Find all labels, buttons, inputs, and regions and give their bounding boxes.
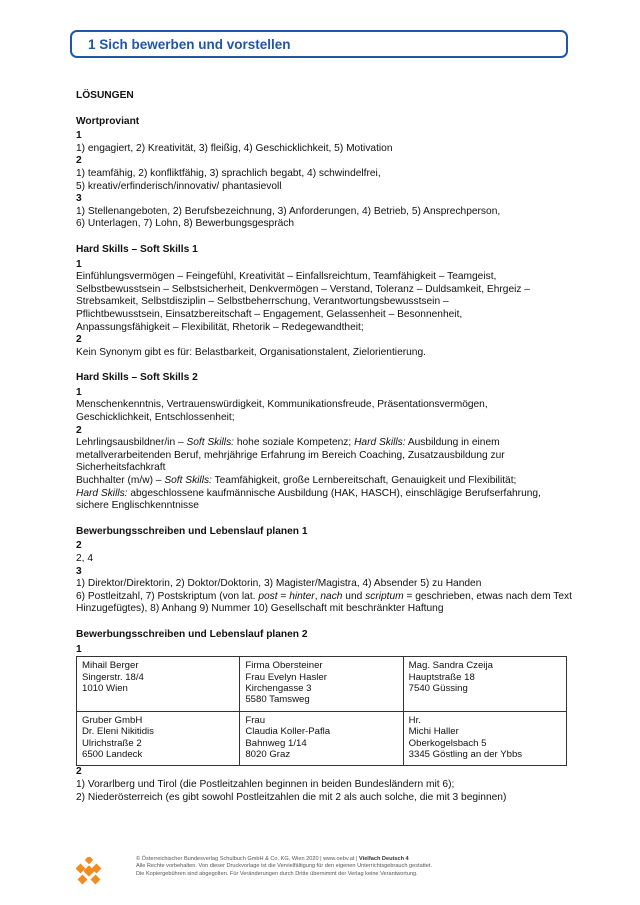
address-line: Kirchengasse 3: [245, 682, 312, 694]
section-title: Wortproviant: [76, 115, 140, 127]
address-line: Ulrichstraße 2: [82, 737, 142, 749]
footer-line: Die Kopiergebühren sind abgegolten. Für Veränderungen durch Dritte übernimmt der Verlag keine Verantwortung.: [136, 870, 418, 877]
address-table: [76, 656, 567, 766]
address-line: Dr. Eleni Nikitidis: [82, 726, 154, 738]
address-line: 6500 Landeck: [82, 749, 143, 760]
address-line: 5580 Tamsweg: [245, 694, 310, 706]
task-number: 3: [76, 193, 82, 205]
task-number: 3: [76, 565, 82, 577]
chapter-header: [70, 30, 568, 58]
task-number: 2: [76, 334, 82, 346]
task-number: 1: [76, 130, 82, 142]
address-line: 8020 Graz: [245, 749, 291, 760]
answer-line: 1) Vorarlberg und Tirol (die Postleitzahlen beginnen in beiden Bundesländern mit 6);: [76, 779, 455, 790]
page-heading: LÖSUNGEN: [76, 90, 134, 101]
answer-paragraph: [76, 475, 576, 513]
answer-line: 2, 4: [76, 553, 93, 564]
answer-line: Anpassungsfähigkeit – Flexibilität, Rhetorik – Redegewandtheit;: [76, 321, 364, 333]
italic-run: hinter: [289, 590, 315, 602]
section-title: Hard Skills – Soft Skills 1: [76, 243, 198, 255]
address-line: Claudia Koller-Pafla: [245, 726, 331, 738]
answer-line: Kein Synonym gibt es für: Belastbarkeit, Organisationstalent, Zielorientierung.: [76, 346, 426, 358]
footer-book-title: Vielfach Deutsch 4: [359, 856, 409, 862]
section-title: Bewerbungsschreiben und Lebenslauf planen 1: [76, 525, 308, 537]
answer-line: Geschicklichkeit, Entschlossenheit;: [76, 412, 235, 424]
task-number: 2: [76, 155, 82, 167]
task-number: 2: [76, 540, 82, 552]
address-cell: [403, 657, 566, 712]
address-line: 1010 Wien: [82, 682, 128, 694]
italic-run: Soft Skills:: [164, 475, 212, 487]
address-line: Frau: [245, 714, 266, 726]
answer-line: 1) teamfähig, 2) konfliktfähig, 3) sprachlich begabt, 4) schwindelfrei,: [76, 167, 381, 179]
section-hard-soft-skills-2: [76, 372, 576, 513]
solutions-content: [76, 90, 576, 817]
table-row: [77, 711, 567, 766]
italic-run: Hard Skills:: [76, 487, 128, 499]
address-line: Gruber GmbH: [82, 714, 143, 726]
answer-line: Pflichtbewusstsein, Einsatzbereitschaft – Engagement, Gelassenheit – Besonnenheit,: [76, 308, 463, 320]
address-line: 3345 Göstling an der Ybbs: [408, 749, 523, 760]
answer-line: 1) Direktor/Direktorin, 2) Doktor/Doktorin, 3) Magister/Magistra, 4) Absender 5) zu Handen: [76, 578, 482, 590]
answer-line: 1) engagiert, 2) Kreativität, 3) fleißig, 4) Geschicklichkeit, 5) Motivation: [76, 142, 393, 154]
section-wortproviant: [76, 116, 576, 231]
answer-line: 2) Niederösterreich (es gibt sowohl Postleitzahlen die mit 2 als auch solche, die mit 3 beginnen): [76, 791, 507, 803]
section-title: Hard Skills – Soft Skills 2: [76, 372, 198, 384]
address-line: Mag. Sandra Czeija: [408, 660, 493, 672]
address-line: Oberkogelsbach 5: [408, 737, 487, 749]
task-number: 2: [76, 766, 82, 778]
answer-line: 1) Stellenangeboten, 2) Berufsbezeichnung, 3) Anforderungen, 4) Betrieb, 5) Ansprechperson,: [76, 205, 501, 217]
italic-run: nach: [320, 590, 343, 602]
text-run: abgeschlossene kaufmännische Ausbildung (HAK, HASCH), einschlägige Berufserfahrung, sichere Englischkenntnisse: [76, 487, 541, 512]
answer-line: Selbstbewusstsein – Selbstsicherheit, Denkvermögen – Verstand, Toleranz – Duldsamkeit, Ehrgeiz –: [76, 283, 530, 295]
address-line: Bahnweg 1/14: [245, 737, 307, 749]
address-line: Frau Evelyn Hasler: [245, 671, 327, 683]
page-footer: [136, 856, 596, 878]
task-number: 2: [76, 424, 82, 436]
task-number: 1: [76, 386, 82, 398]
task-number: 1: [76, 258, 82, 270]
italic-run: scriptum: [365, 590, 404, 602]
address-line: Hauptstraße 18: [408, 671, 475, 683]
answer-line: Einfühlungsvermögen – Feingefühl, Kreativität – Einfallsreichtum, Teamfähigkeit – Teamgeist,: [76, 271, 497, 283]
text-run: Ausbildung in einem metallverarbeitenden Beruf, mehrjährige Erfahrung im Bereich Coaching, Zusatzausbildung zur Sicherheitsfachkraft: [76, 437, 505, 474]
text-run: Buchhalter (m/w) –: [76, 475, 165, 487]
table-row: [77, 657, 567, 712]
address-line: Firma Obersteiner: [245, 660, 323, 672]
italic-run: Hard Skills:: [354, 437, 406, 449]
answer-paragraph: [76, 591, 576, 616]
address-cell: [403, 711, 566, 766]
answer-line: Strebsamkeit, Selbstdisziplin – Selbstbeherrschung, Verantwortungsbewusstsein –: [76, 296, 449, 308]
italic-run: post: [258, 590, 278, 602]
section-bewerbung-2: [76, 629, 576, 804]
footer-line: [136, 856, 596, 863]
section-hard-soft-skills-1: [76, 244, 576, 359]
task-number: 1: [76, 643, 82, 655]
footer-line: Alle Rechte vorbehalten. Von dieser Druckvorlage ist die Vervielfältigung für den eigenen Unterrichtsgebrauch gestattet.: [136, 863, 433, 870]
text-run: =: [277, 590, 290, 602]
section-title: Bewerbungsschreiben und Lebenslauf planen 2: [76, 628, 308, 640]
text-run: und: [342, 590, 366, 602]
text-run: Teamfähigkeit, große Lernbereitschaft, Genauigkeit und Flexibilität;: [211, 475, 517, 487]
answer-line: 5) kreativ/erfinderisch/innovativ/ phantasievoll: [76, 180, 282, 192]
answer-paragraph: [76, 437, 576, 475]
chapter-title: 1 Sich bewerben und vorstellen: [88, 37, 291, 52]
address-cell: [77, 657, 240, 712]
address-line: Hr.: [408, 714, 421, 726]
address-line: Singerstr. 18/4: [82, 671, 144, 683]
address-line: Mihail Berger: [82, 660, 139, 672]
text-run: = geschrieben, etwas nach dem Text Hinzugefügtes), 8) Anhang 9) Nummer 10) Gesellschaft mit beschränkter Haftung: [76, 590, 572, 615]
text-run: hohe soziale Kompetenz;: [234, 437, 355, 449]
footer-text: © Österreichischer Bundesverlag Schulbuch GmbH & Co. KG, Wien 2020 | www.oebv.at |: [136, 856, 360, 862]
italic-run: Soft Skills:: [186, 437, 234, 449]
text-run: 6) Postleitzahl, 7) Postskriptum (von lat.: [76, 590, 259, 602]
address-cell: [240, 711, 403, 766]
text-run: ,: [314, 590, 321, 602]
address-cell: [240, 657, 403, 712]
answer-line: 6) Unterlagen, 7) Lohn, 8) Bewerbungsgespräch: [76, 218, 295, 230]
address-line: 7540 Güssing: [408, 682, 468, 694]
answer-line: Menschenkenntnis, Vertrauenswürdigkeit, Kommunikationsfreude, Präsentationsvermögen,: [76, 399, 488, 411]
address-line: Michi Haller: [408, 726, 459, 738]
publisher-logo-icon: [76, 857, 102, 887]
section-bewerbung-1: [76, 526, 576, 616]
address-cell: [77, 711, 240, 766]
text-run: Lehrlingsausbildner/in –: [76, 437, 187, 449]
